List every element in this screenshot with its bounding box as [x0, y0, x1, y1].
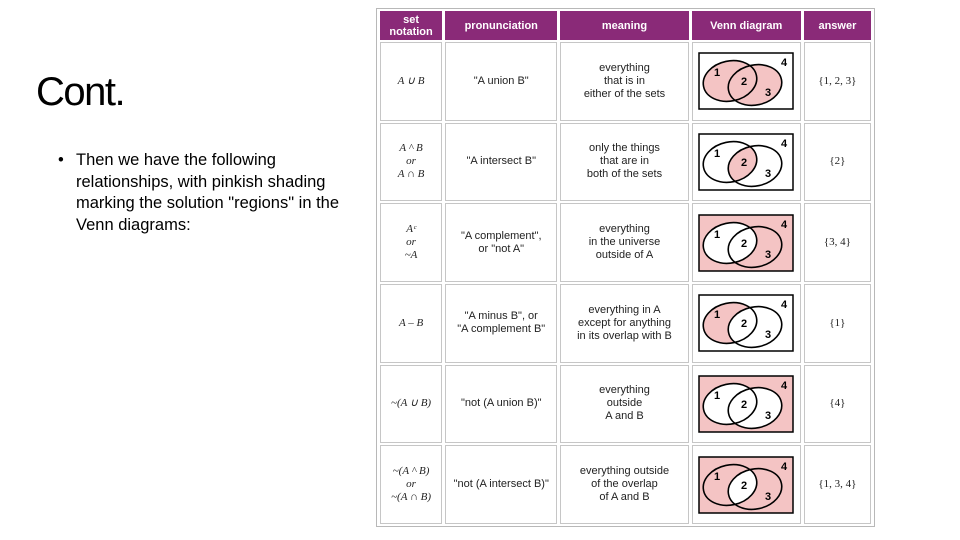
- header-pronunciation: pronunciation: [445, 11, 557, 40]
- venn-diagram-icon: [698, 456, 794, 514]
- notation-cell-line: ~(A ∪ B): [391, 397, 432, 410]
- notation-cell-line: A ∩ B: [397, 168, 425, 181]
- meaning-cell-line: only the things: [589, 142, 660, 155]
- venn-region-label: 2: [741, 156, 748, 169]
- header-answer: answer: [804, 11, 871, 40]
- notation-cell: [380, 42, 442, 121]
- answer-cell: {3, 4}: [804, 203, 871, 282]
- venn-region-label: 1: [714, 309, 721, 322]
- notation-cell-line: Aᶜ: [406, 223, 416, 236]
- answer-cell: {1}: [804, 284, 871, 363]
- answer-cell: {1, 2, 3}: [804, 42, 871, 121]
- venn-region-label: 3: [765, 409, 772, 422]
- venn-region-label: 4: [781, 460, 788, 473]
- meaning-cell-line: of A and B: [599, 491, 650, 504]
- notation-cell-line: A ∪ B: [397, 74, 425, 87]
- meaning-cell-line: everything: [599, 384, 650, 397]
- venn-cell: [692, 365, 801, 444]
- notation-cell-line: ~A: [404, 249, 418, 262]
- venn-diagram-icon: [698, 52, 794, 110]
- table-row: [380, 203, 871, 282]
- pronunciation-cell-line: "not (A intersect B)": [453, 478, 549, 491]
- meaning-cell-line: either of the sets: [583, 87, 666, 100]
- meaning-cell-line: everything in A: [588, 303, 661, 316]
- venn-region-label: 2: [741, 76, 748, 89]
- venn-cell: [692, 42, 801, 121]
- pronunciation-cell: [445, 123, 557, 202]
- venn-region-label: 3: [765, 87, 772, 100]
- pronunciation-cell-line: "A complement",: [460, 229, 542, 242]
- venn-region-label: 2: [741, 479, 748, 492]
- meaning-cell-line: everything: [599, 223, 650, 236]
- header-meaning: meaning: [560, 11, 688, 40]
- notation-cell-line: or: [406, 478, 416, 491]
- venn-region-label: 4: [781, 379, 788, 392]
- venn-region-label: 2: [741, 398, 748, 411]
- venn-region-label: 4: [781, 57, 788, 70]
- venn-region-label: 3: [765, 329, 772, 342]
- venn-region-label: 1: [714, 147, 721, 160]
- notation-cell: [380, 123, 442, 202]
- set-operations-table-container: [376, 8, 875, 527]
- venn-region-label: 2: [741, 237, 748, 250]
- meaning-cell-line: in the universe: [588, 236, 661, 249]
- venn-region-label: 3: [765, 167, 772, 180]
- pronunciation-cell: [445, 203, 557, 282]
- pronunciation-cell: [445, 42, 557, 121]
- venn-region-label: 1: [714, 389, 721, 402]
- meaning-cell-line: everything outside: [579, 465, 670, 478]
- answer-cell: {1, 3, 4}: [804, 445, 871, 524]
- table-row: [380, 284, 871, 363]
- meaning-cell-line: in its overlap with B: [577, 329, 672, 342]
- meaning-cell-line: A and B: [605, 410, 644, 423]
- pronunciation-cell: [445, 284, 557, 363]
- table-row: [380, 365, 871, 444]
- venn-region-label: 4: [781, 137, 788, 150]
- venn-region-label: 4: [781, 299, 788, 312]
- venn-region-label: 1: [714, 228, 721, 241]
- pronunciation-cell-line: "A intersect B": [466, 155, 537, 168]
- meaning-cell: [560, 284, 688, 363]
- table-header-row: [380, 11, 871, 40]
- pronunciation-cell: [445, 365, 557, 444]
- bullet-text: Then we have the following relationships, with pinkish shading marking the solution "regions" in the Venn diagrams:: [76, 151, 340, 234]
- notation-cell-line: ~(A ^ B): [392, 465, 430, 478]
- notation-cell-line: or: [406, 236, 416, 249]
- table-body: [380, 42, 871, 524]
- meaning-cell: [560, 123, 688, 202]
- meaning-cell-line: outside of A: [595, 249, 654, 262]
- venn-cell: [692, 445, 801, 524]
- meaning-cell-line: both of the sets: [586, 168, 663, 181]
- meaning-cell-line: outside: [606, 397, 643, 410]
- set-operations-table: [377, 9, 874, 526]
- pronunciation-cell: [445, 445, 557, 524]
- venn-region-label: 3: [765, 490, 772, 503]
- meaning-cell-line: of the overlap: [591, 478, 658, 491]
- answer-cell: {4}: [804, 365, 871, 444]
- notation-cell: [380, 445, 442, 524]
- meaning-cell-line: everything: [599, 61, 650, 74]
- meaning-cell-line: that are in: [600, 155, 649, 168]
- meaning-cell: [560, 445, 688, 524]
- venn-region-label: 2: [741, 318, 748, 331]
- notation-cell-line: A ^ B: [399, 142, 423, 155]
- notation-cell: [380, 365, 442, 444]
- pronunciation-cell-line: "A complement B": [457, 323, 546, 336]
- venn-region-label: 3: [765, 248, 772, 261]
- venn-cell: [692, 203, 801, 282]
- notation-cell: [380, 284, 442, 363]
- bullet-point: [58, 150, 358, 236]
- pronunciation-cell-line: "A minus B", or: [464, 310, 538, 323]
- venn-region-label: 4: [781, 218, 788, 231]
- venn-diagram-icon: [698, 294, 794, 352]
- pronunciation-cell-line: or "not A": [478, 242, 525, 255]
- pronunciation-cell-line: "A union B": [473, 74, 529, 87]
- meaning-cell: [560, 203, 688, 282]
- header-set-notation: set notation: [380, 11, 442, 40]
- answer-cell: {2}: [804, 123, 871, 202]
- meaning-cell-line: that is in: [603, 74, 645, 87]
- meaning-cell: [560, 365, 688, 444]
- venn-region-label: 1: [714, 470, 721, 483]
- venn-cell: [692, 123, 801, 202]
- venn-cell: [692, 284, 801, 363]
- notation-cell-line: A – B: [398, 316, 424, 329]
- table-row: [380, 42, 871, 121]
- venn-diagram-icon: [698, 133, 794, 191]
- venn-diagram-icon: [698, 375, 794, 433]
- table-row: [380, 123, 871, 202]
- table-row: [380, 445, 871, 524]
- venn-diagram-icon: [698, 214, 794, 272]
- slide-title: Cont.: [36, 70, 125, 114]
- header-venn-diagram: Venn diagram: [692, 11, 801, 40]
- pronunciation-cell-line: "not (A union B)": [460, 397, 542, 410]
- meaning-cell-line: except for anything: [578, 316, 671, 329]
- meaning-cell: [560, 42, 688, 121]
- notation-cell-line: ~(A ∩ B): [391, 491, 432, 504]
- venn-region-label: 1: [714, 67, 721, 80]
- notation-cell: [380, 203, 442, 282]
- notation-cell-line: or: [406, 155, 416, 168]
- bullet-marker: •: [58, 151, 64, 169]
